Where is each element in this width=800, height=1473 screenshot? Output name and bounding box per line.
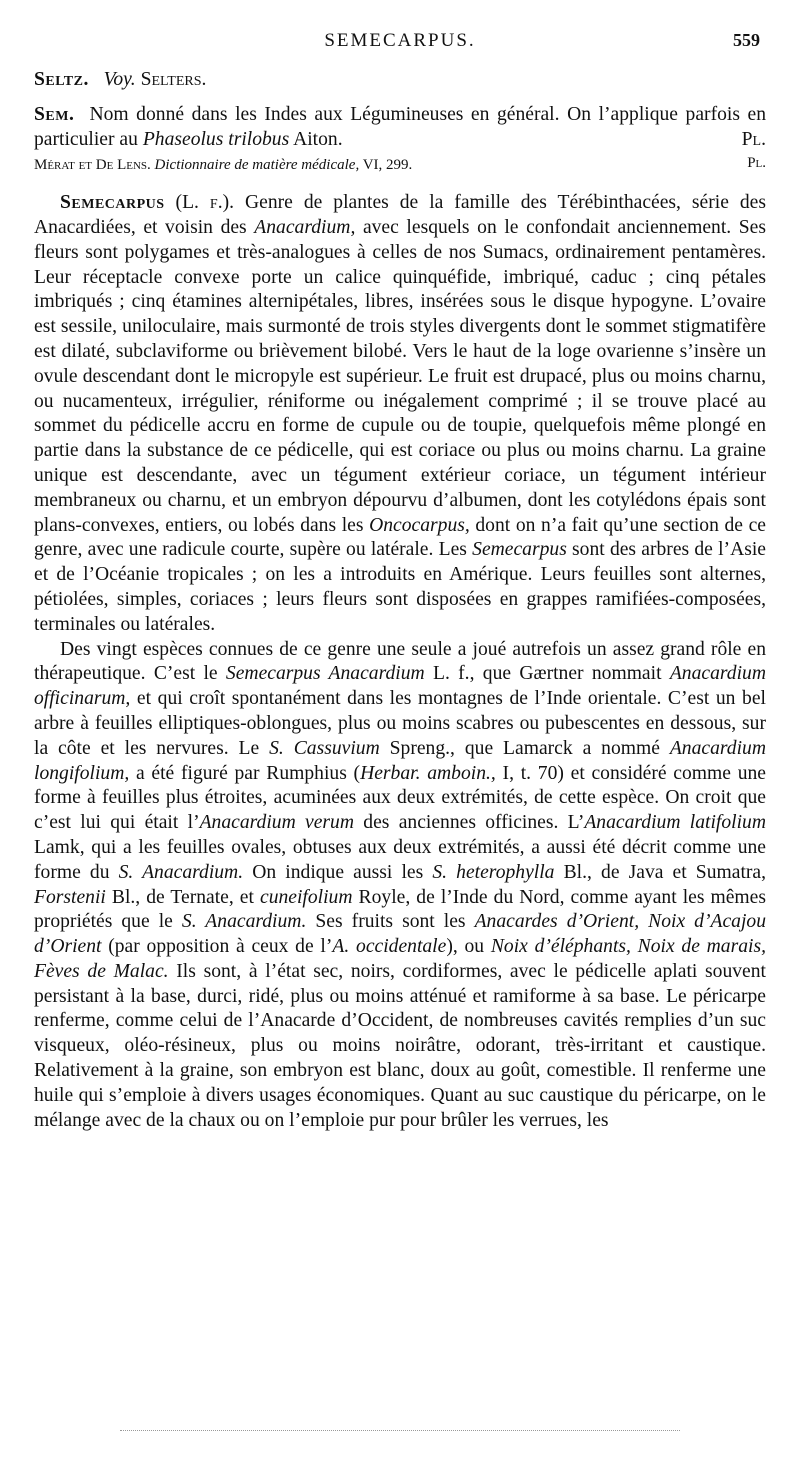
italic-run: Anacardium longifolium, bbox=[34, 737, 766, 784]
italic-run: S. Cassuvium bbox=[269, 737, 380, 759]
bibliography-signature: Pl. bbox=[747, 155, 766, 172]
italic-run: Semecarpus bbox=[472, 539, 567, 561]
italic-run: Semecarpus Anacardium bbox=[225, 663, 425, 685]
text-run: Bl., de Java et Sumatra, bbox=[554, 861, 767, 883]
body-text bbox=[34, 68, 766, 1133]
running-head-title: SEMECARPUS. bbox=[324, 30, 476, 51]
italic-run: cuneifolium bbox=[260, 886, 353, 908]
entry-sem bbox=[34, 103, 766, 177]
entry-headword: Seltz. bbox=[34, 69, 89, 90]
bibliography bbox=[34, 155, 766, 174]
entry-headword: Sem. bbox=[34, 103, 75, 125]
italic-run: S. Anacardium. bbox=[181, 911, 307, 933]
cross-ref-word: Voy. bbox=[103, 69, 136, 90]
italic-run: Oncocarpus, bbox=[369, 514, 470, 536]
text-run: Des vingt espèces connues de ce genre une seule a joué autrefois un assez grand rôle en thérapeutique. C’est le bbox=[34, 638, 766, 685]
species-author: Aiton. bbox=[293, 128, 343, 150]
text-run: et qui croît spontanément dans les montagnes de l’Inde orientale. C’est un bel arbre à feuilles elliptiques-oblongues, plus ou moins scabres ou pubescentes en dessous, sur la côte et les nervures. Le bbox=[34, 688, 766, 759]
italic-run: Anacardes d’Orient, Noix d’Acajou d’Orient bbox=[34, 911, 767, 958]
bibliography-title: Dictionnaire de matière médicale, bbox=[154, 157, 360, 174]
entry-text: Nom donné dans les Indes aux Légumineuses en général. On l’applique parfois en particulier au bbox=[34, 103, 766, 150]
text-run: dont on n’a fait qu’une section de ce genre, avec une radicule courte, supère ou latérale. Les bbox=[34, 514, 766, 561]
text-run: avec lesquels on le confondait anciennement. Ses fleurs sont polygames et très-analogues à celles de nos Sumacs, ordinairement pentamères. Leur réceptacle convexe porte un calice quinquéfide, imbriqué, caduc ; cinq pétales imbriqués ; cinq étamines alternipétales, libres, insérées sous le disque hypogyne. L’ovaire est sessile, uniloculaire, mais surmonté de trois styles divergents dont le sommet stigmatifère est dilaté, subclaviforme ou brièvement bilobé. Vers le haut de la loge ovarienne s’insère un ovule descendant dont le micropyle est supérieur. Le fruit est drupacé, plus ou moins charnu, ou nucamenteux, irrégulier, réniforme ou inégalement comprimé ; il se trouve placé au sommet du pédicelle accru en forme de cupule ou de toupie, quelquefois même plongé en partie dans la substance de ce pédicelle, qui est coriace ou plus ou moins charnu. La graine unique est descendante, avec un tégument extérieur coriace, un tégument intérieur membraneux ou charnu, et un embryon dépourvu d’albumen, dont les cotylédons épais sont plans-convexes, entiers, ou lobés dans les bbox=[34, 216, 766, 536]
text-run: Bl., de Ternate, et bbox=[105, 886, 260, 908]
text-run: Lamk, qui a les feuilles ovales, obtuses aux deux extrémités, a aussi été décrit comme une forme du bbox=[34, 836, 766, 883]
italic-run: Anacardium, bbox=[254, 216, 356, 238]
text-run: On indique aussi les bbox=[243, 861, 433, 883]
text-run: I, t. 70) et considéré comme une forme à feuilles plus étroites, acuminées aux deux extrémités, de cette espèce. On croit que c’est lui qui était l’ bbox=[34, 762, 766, 834]
text-run: Royle, de l’Inde du Nord, comme ayant les mêmes propriétés que le bbox=[34, 886, 766, 933]
text-run: (par opposition à ceux de l’ bbox=[101, 936, 333, 958]
entry-headword: Semecarpus bbox=[60, 192, 165, 214]
cross-ref-target: Selters. bbox=[140, 69, 207, 90]
italic-run: Herbar. amboin., bbox=[360, 762, 496, 784]
text-run: Genre de plantes de la famille des Térébinthacées, série des Anacardiées, et voisin des bbox=[34, 192, 766, 238]
italic-run: Anacardium verum bbox=[199, 812, 354, 834]
text-run: des anciennes officines. L’ bbox=[354, 812, 585, 834]
italic-run: A. occidentale bbox=[332, 936, 447, 958]
paragraph-therapeutic bbox=[34, 638, 766, 1134]
italic-run: Forstenii bbox=[34, 886, 106, 908]
text-run: Ils sont, à l’état sec, noirs, cordiformes, avec le pédicelle aplati souvent persistant à la base, durci, ridé, plus ou moins atténué et ramiforme à sa base. Le péricarpe renferme, comme celui de l’Anacarde d’Occident, de nombreuses cavités remplies d’un suc visqueux, oléo-résineux, plus ou moins noirâtre, odorant, très-irritant et caustique. Relativement à la graine, son embryon est blanc, doux au goût, comestible. Il renferme une huile qui s’emploie à divers usages économiques. Quant au suc caustique du péricarpe, on le mélange avec de la chaux ou on l’emploie pur pour brûler les verrues, les bbox=[34, 960, 766, 1131]
entry-authority: (L. f.). bbox=[175, 192, 235, 214]
italic-run: Anacardium officinarum, bbox=[34, 663, 766, 710]
text-run: L. f., que Gærtner nommait bbox=[424, 663, 670, 685]
bottom-rule bbox=[120, 1430, 680, 1432]
bibliography-location: VI, 299. bbox=[362, 157, 413, 174]
page-number: 559 bbox=[733, 30, 760, 50]
italic-run: S. heterophylla bbox=[432, 861, 555, 883]
text-run: a été figuré par Rumphius ( bbox=[129, 762, 361, 784]
bibliography-authors: Mérat et De Lens. bbox=[34, 157, 151, 174]
italic-run: Noix d’éléphants, Noix de marais, Fèves de Malac. bbox=[34, 936, 766, 982]
italic-run: Anacardium latifolium bbox=[584, 812, 766, 834]
italic-run: S. Anacardium. bbox=[118, 861, 244, 883]
text-run: ), ou bbox=[446, 936, 491, 958]
species-name: Phaseolus trilobus bbox=[142, 128, 290, 150]
text-run: sont des arbres de l’Asie et de l’Océanie tropicales ; on les a introduits en Amérique. Leurs feuilles sont alternes, pétiolées, simples, coriaces ; leurs fleurs sont disposées en grappes ramifiées-composées, terminales ou latérales. bbox=[34, 539, 766, 635]
text-run: Ses fruits sont les bbox=[306, 911, 475, 933]
text-run: Spreng., que Lamarck a nommé bbox=[379, 737, 670, 759]
running-head bbox=[0, 30, 800, 60]
author-signature: Pl. bbox=[741, 128, 766, 150]
entry-seltz bbox=[34, 68, 766, 93]
entry-semecarpus bbox=[34, 191, 766, 637]
